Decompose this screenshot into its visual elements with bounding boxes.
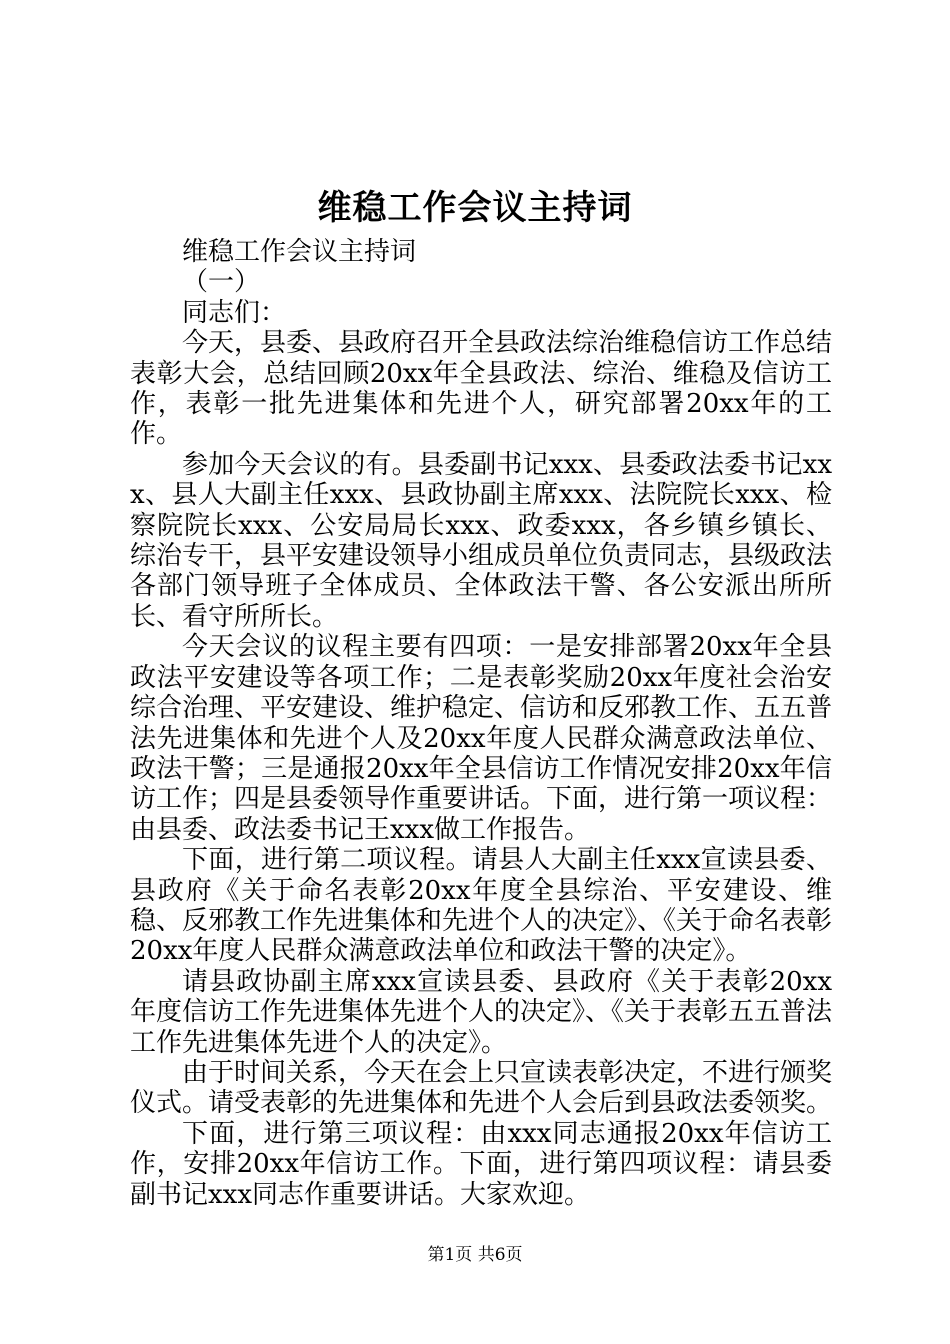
paragraph-attendees: 参加今天会议的有。县委副书记xxx、县委政法委书记xxx、县人大副主任xxx、县政协副主席xxx、法院院长xxx、检察院院长xxx、公安局局长xxx、政委xxx，各乡镇乡镇长、综治专干，县平安建设领导小组成员单位负责同志，县级政法各部门领导班子全体成员、全体政法干警、各公安派出所所长、看守所所长。 [130, 449, 833, 632]
page-number-footer: 第1页 共6页 [427, 1245, 523, 1265]
paragraph-opening: 今天，县委、县政府召开全县政法综治维稳信访工作总结表彰大会，总结回顾20xx年全县政法、综治、维稳及信访工作，表彰一批先进集体和先进个人，研究部署20xx年的工作。 [130, 328, 833, 450]
paragraph-second-item: 下面，进行第二项议程。请县人大副主任xxx宣读县委、县政府《关于命名表彰20xx年度全县综治、平安建设、维稳、反邪教工作先进集体和先进个人的决定》、《关于命名表彰20xx年度人民群众满意政法单位和政法干警的决定》。 [130, 845, 833, 967]
paragraph-salutation: 同志们： [182, 297, 287, 328]
paragraph-time-note: 由于时间关系，今天在会上只宣读表彰决定，不进行颁奖仪式。请受表彰的先进集体和先进个人会后到县政法委领奖。 [130, 1057, 833, 1119]
document-body [130, 237, 832, 1210]
paragraph-agenda: 今天会议的议程主要有四项：一是安排部署20xx年全县政法平安建设等各项工作；二是表彰奖励20xx年度社会治安综合治理、平安建设、维护稳定、信访和反邪教工作、五五普法先进集体和先进个人及20xx年度人民群众满意政法单位、政法干警；三是通报20xx年全县信访工作情况安排20xx年信访工作；四是县委领导作重要讲话。下面，进行第一项议程：由县委、政法委书记王xxx做工作报告。 [130, 632, 833, 845]
paragraph-third-fourth-items: 下面，进行第三项议程：由xxx同志通报20xx年信访工作，安排20xx年信访工作。下面，进行第四项议程：请县委副书记xxx同志作重要讲话。大家欢迎。 [130, 1118, 832, 1210]
paragraph-section-number: （一） [182, 267, 261, 298]
paragraph-subtitle: 维稳工作会议主持词 [182, 237, 417, 267]
document-title: 维稳工作会议主持词 [317, 188, 633, 228]
paragraph-cppcc-reading: 请县政协副主席xxx宣读县委、县政府《关于表彰20xx年度信访工作先进集体先进个人的决定》、《关于表彰五五普法工作先进集体先进个人的决定》。 [130, 966, 833, 1058]
